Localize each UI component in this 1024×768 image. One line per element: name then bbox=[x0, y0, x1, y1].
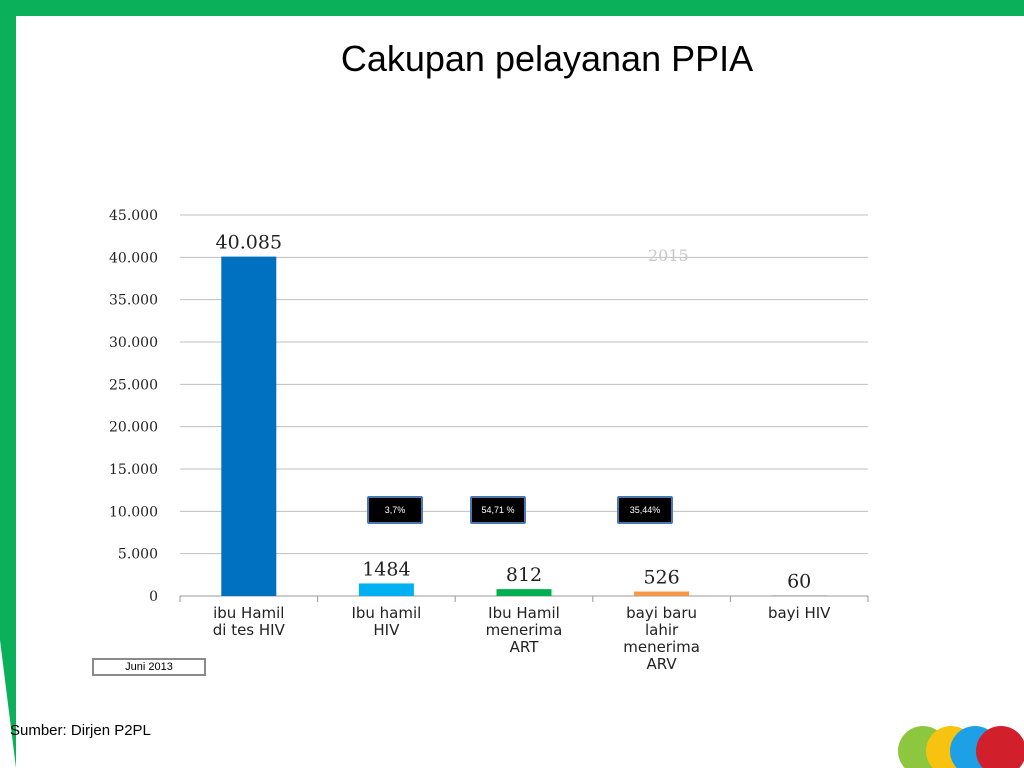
bar bbox=[772, 595, 827, 596]
category-label: ART bbox=[509, 638, 539, 656]
y-tick-label: 45.000 bbox=[109, 208, 158, 224]
data-label: 40.085 bbox=[215, 231, 283, 254]
y-tick-label: 20.000 bbox=[109, 419, 158, 436]
data-label: 1484 bbox=[362, 558, 411, 581]
category-label: HIV bbox=[373, 621, 400, 639]
data-label: 526 bbox=[643, 566, 680, 589]
category-label: bayi HIV bbox=[767, 604, 831, 622]
data-labels bbox=[216, 232, 812, 593]
logo-circle-red bbox=[976, 726, 1024, 768]
category-label: menerima bbox=[485, 621, 563, 639]
category-label: ibu Hamil bbox=[213, 604, 285, 622]
brand-logo bbox=[892, 720, 1024, 768]
category-label: Ibu Hamil bbox=[488, 604, 560, 622]
slide-title: Cakupan pelayanan PPIA bbox=[340, 38, 754, 79]
category-label: Ibu hamil bbox=[351, 604, 422, 622]
watermark-text: 2015 bbox=[648, 246, 689, 265]
category-label: menerima bbox=[623, 638, 700, 656]
source-text: Sumber: Dirjen P2PL bbox=[10, 722, 151, 739]
y-tick-label: 35.000 bbox=[109, 292, 158, 309]
y-tick-label: 15.000 bbox=[109, 462, 158, 478]
y-tick-label: 40.000 bbox=[109, 250, 158, 267]
bar bbox=[359, 583, 414, 596]
category-labels bbox=[213, 604, 831, 673]
category-label: di tes HIV bbox=[212, 621, 285, 639]
percent-box-3: 35,44% bbox=[617, 496, 673, 524]
gridlines bbox=[180, 215, 868, 602]
y-tick-label: 25.000 bbox=[109, 377, 158, 394]
bar bbox=[497, 589, 552, 596]
category-label: bayi baru bbox=[626, 604, 698, 622]
y-tick-label: 10.000 bbox=[109, 504, 158, 521]
category-label: ARV bbox=[646, 655, 677, 673]
y-tick-label: 0 bbox=[149, 589, 158, 605]
y-tick-label: 5.000 bbox=[117, 546, 158, 563]
percent-box-1: 3,7% bbox=[367, 496, 423, 524]
bar bbox=[221, 257, 276, 596]
data-label: 812 bbox=[505, 564, 543, 587]
bar bbox=[634, 592, 689, 596]
data-label: 60 bbox=[787, 570, 812, 593]
date-label: Juni 2013 bbox=[92, 658, 206, 676]
y-tick-label: 30.000 bbox=[109, 335, 158, 351]
category-label: lahir bbox=[644, 621, 679, 639]
percent-box-2: 54,71 % bbox=[470, 496, 526, 524]
y-axis-ticks bbox=[109, 208, 158, 605]
